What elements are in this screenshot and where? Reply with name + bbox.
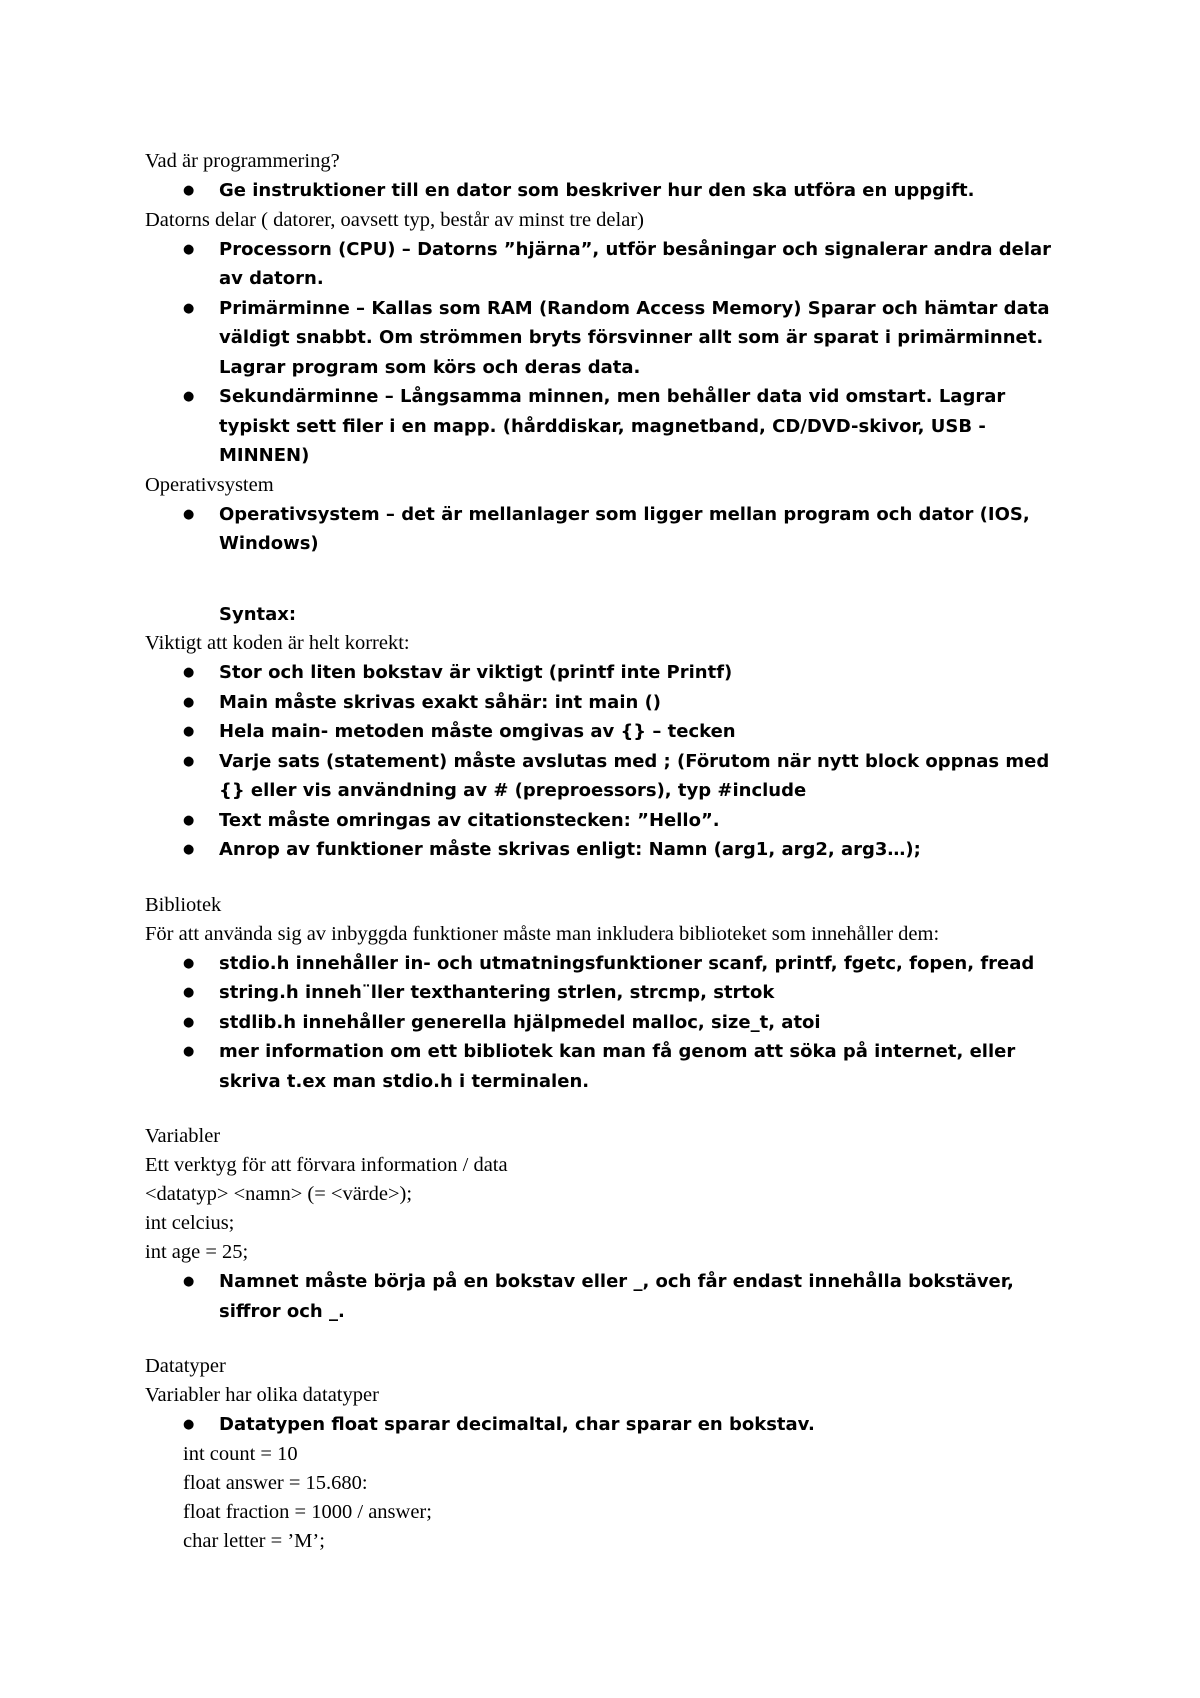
list-item: ● Primärminne – Kallas som RAM (Random Access Memory) Sparar och hämtar data väldigt snabbt. Om strömmen bryts försvinner allt som är sparat i primärminnet. Lagrar program som körs och deras data. — [145, 294, 1065, 383]
list-item: ● Operativsystem – det är mellanlager som ligger mellan program och dator (IOS, Windows) — [145, 500, 1065, 559]
list-item: ● Namnet måste börja på en bokstav eller _, och får endast innehålla bokstäver, siffror och _. — [145, 1267, 1065, 1326]
list-programming — [145, 176, 1065, 206]
list-item: ● Varje sats (statement) måste avslutas med ; (Förutom när nytt block oppnas med {} eller vis användning av # (preproessors), typ #include — [145, 747, 1065, 806]
code-line: float fraction = 1000 / answer; — [183, 1500, 432, 1523]
code-line: float answer = 15.680: — [183, 1471, 368, 1494]
spacer — [145, 1326, 1065, 1352]
list-item: ● Text måste omringas av citationstecken: ”Hello”. — [145, 806, 1065, 836]
heading-computer-parts: Datorns delar ( datorer, oavsett typ, består av minst tre delar) — [145, 208, 644, 231]
list-item: ● stdio.h innehåller in- och utmatningsfunktioner scanf, printf, fgetc, fopen, fread — [145, 949, 1065, 979]
heading-os: Operativsystem — [145, 473, 274, 496]
variables-line: int age = 25; — [145, 1241, 249, 1263]
list-item: ● string.h inneh¨ller texthantering strlen, strcmp, strtok — [145, 978, 1065, 1008]
list-item: ● Ge instruktioner till en dator som beskriver hur den ska utföra en uppgift. — [145, 176, 1065, 206]
heading-syntax: Syntax: — [219, 603, 297, 625]
heading-variables: Variabler — [145, 1125, 221, 1147]
heading-programming: Vad är programmering? — [145, 150, 340, 172]
list-os — [145, 500, 1065, 559]
library-intro: För att använda sig av inbyggda funktioner måste man inkludera biblioteket som innehåller dem: — [145, 922, 940, 945]
list-variables — [145, 1267, 1065, 1326]
list-item: ● Stor och liten bokstav är viktigt (printf inte Printf) — [145, 658, 1065, 688]
datatypes-intro: Variabler har olika datatyper — [145, 1384, 379, 1406]
list-item: ● Main måste skrivas exakt såhär: int main () — [145, 688, 1065, 718]
document-body — [145, 147, 1065, 1556]
syntax-intro: Viktigt att koden är helt korrekt: — [145, 632, 410, 654]
list-library — [145, 949, 1065, 1097]
heading-datatypes: Datatyper — [145, 1355, 226, 1377]
list-item: ● Datatypen float sparar decimaltal, char sparar en bokstav. — [145, 1410, 1065, 1440]
spacer — [145, 865, 1065, 891]
list-item: ● Hela main- metoden måste omgivas av {} – tecken — [145, 717, 1065, 747]
list-computer-parts — [145, 235, 1065, 471]
spacer — [145, 1096, 1065, 1122]
list-item: ● Sekundärminne – Långsamma minnen, men behåller data vid omstart. Lagrar typiskt sett filer i en mapp. (hårddiskar, magnetband, CD/DVD-skivor, USB -MINNEN) — [145, 382, 1065, 471]
list-syntax — [145, 658, 1065, 865]
list-item: ● Anrop av funktioner måste skrivas enligt: Namn (arg1, arg2, arg3…); — [145, 835, 1065, 865]
list-item: ● stdlib.h innehåller generella hjälpmedel malloc, size_t, atoi — [145, 1008, 1065, 1038]
variables-line: Ett verktyg för att förvara information / data — [145, 1154, 508, 1176]
list-datatypes — [145, 1410, 1065, 1440]
list-item: ● Processorn (CPU) – Datorns ”hjärna”, utför besåningar och signalerar andra delar av datorn. — [145, 235, 1065, 294]
variables-line: <datatyp> <namn> (= <värde>); — [145, 1183, 413, 1205]
code-line: int count = 10 — [183, 1442, 298, 1465]
code-line: char letter = ’M’; — [183, 1529, 325, 1552]
heading-library: Bibliotek — [145, 893, 222, 916]
list-item: ● mer information om ett bibliotek kan man få genom att söka på internet, eller skriva t.ex man stdio.h i terminalen. — [145, 1037, 1065, 1096]
variables-line: int celcius; — [145, 1212, 235, 1234]
